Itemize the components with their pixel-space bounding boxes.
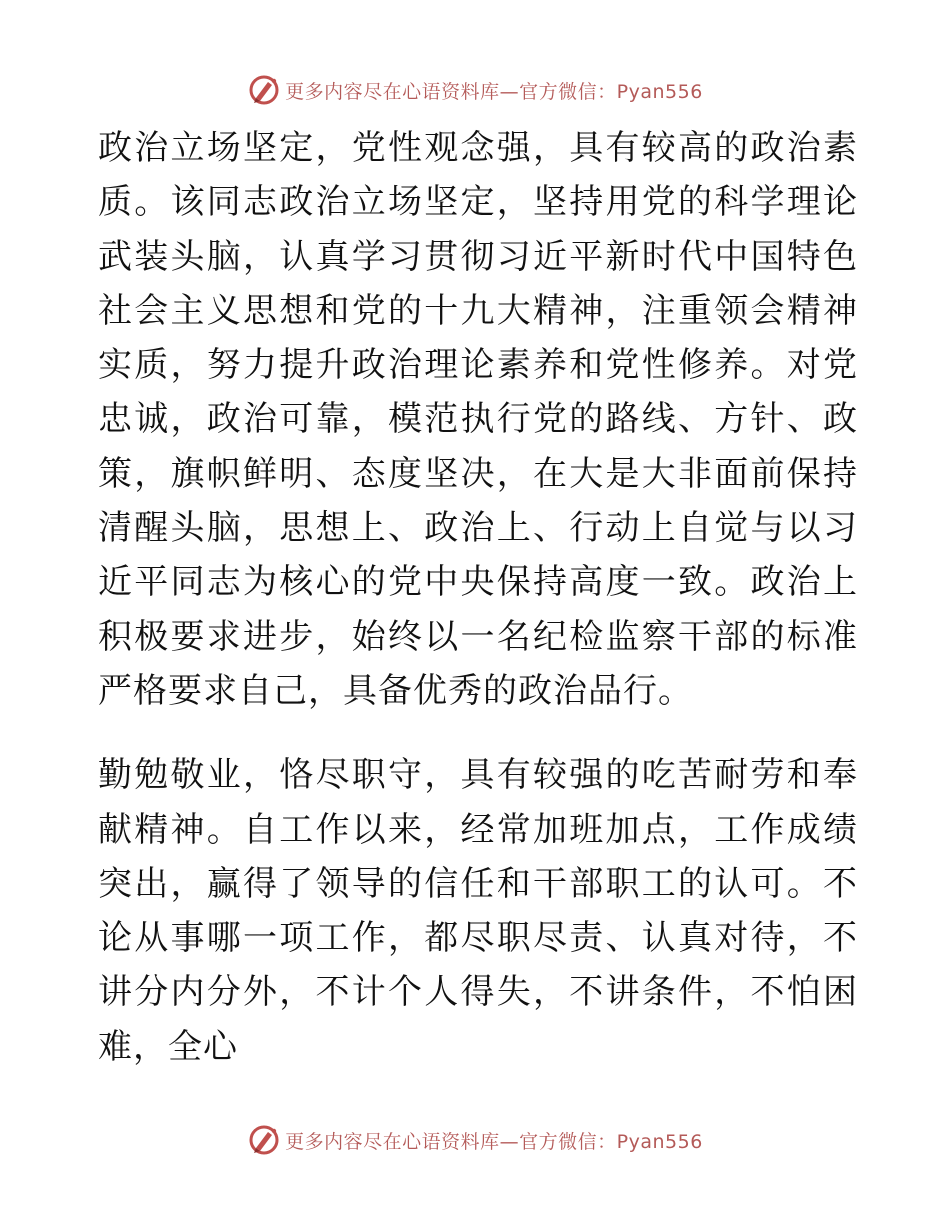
paragraph-2: 勤勉敬业，恪尽职守，具有较强的吃苦耐劳和奉献精神。自工作以来，经常加班加点，工作成绩突出，赢得了领导的信任和干部职工的认可。不论从事哪一项工作，都尽职尽责、认真对待，不讲分内分外，不计个人得失，不讲条件，不怕困难，全心: [98, 755, 858, 1067]
pen-logo-icon: [247, 1123, 281, 1157]
paragraph-1: 政治立场坚定，党性观念强，具有较高的政治素质。该同志政治立场坚定，坚持用党的科学理论武装头脑，认真学习贯彻习近平新时代中国特色社会主义思想和党的十九大精神，注重领会精神实质，努力提升政治理论素养和党性修养。对党忠诚，政治可靠，模范执行党的路线、方针、政策，旗帜鲜明、态度坚决，在大是大非面前保持清醒头脑，思想上、政治上、行动上自觉与以习近平同志为核心的党中央保持高度一致。政治上积极要求进步，始终以一名纪检监察干部的标准严格要求自己，具备优秀的政治品行。: [98, 128, 858, 711]
header-banner-text: 更多内容尽在心语资料库—官方微信：Pyan556: [285, 80, 703, 103]
footer-banner: [0, 1122, 950, 1158]
header-banner: [0, 72, 950, 108]
pen-logo-icon: [247, 73, 281, 107]
footer-banner-text: 更多内容尽在心语资料库—官方微信：Pyan556: [285, 1130, 703, 1153]
document-body: [98, 121, 858, 1074]
